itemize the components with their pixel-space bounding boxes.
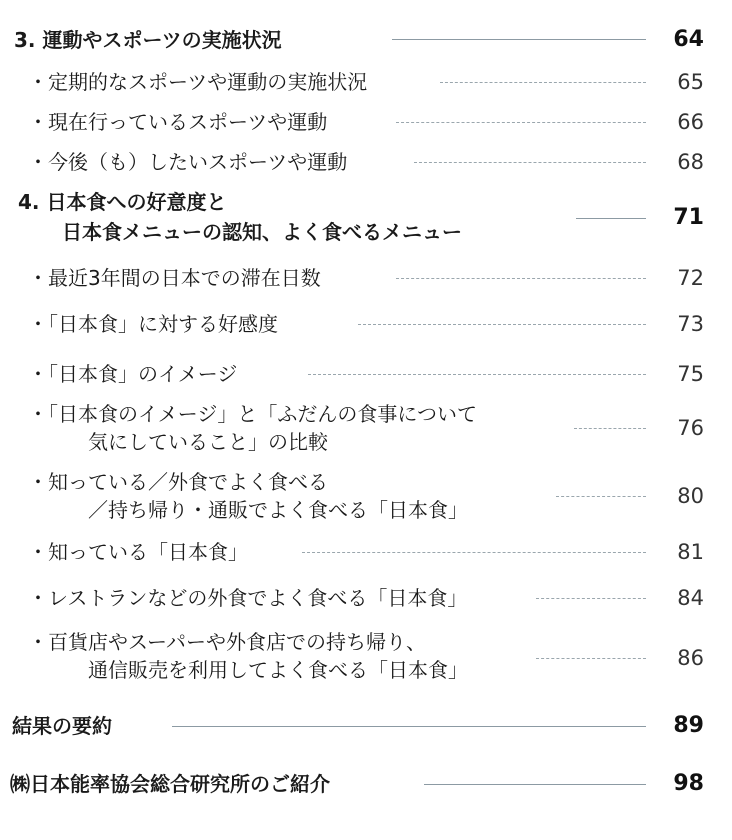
toc-page-number: 65 xyxy=(677,70,704,94)
toc-leader-line xyxy=(556,496,646,497)
toc-entry[interactable] xyxy=(0,108,732,136)
toc-entry-title-continued: 日本食メニューの認知、よく食べるメニュー xyxy=(62,220,462,244)
toc-entry[interactable] xyxy=(0,466,732,524)
toc-entry-title: ・定期的なスポーツや運動の実施状況 xyxy=(28,70,368,94)
toc-entry[interactable] xyxy=(0,398,732,456)
toc-page-number: 72 xyxy=(677,266,704,290)
toc-entry-title: 4. 日本食への好意度と xyxy=(18,190,227,214)
toc-entry[interactable] xyxy=(0,626,732,684)
toc-page-number: 71 xyxy=(673,205,704,230)
toc-page-number: 86 xyxy=(677,646,704,670)
toc-page-number: 89 xyxy=(673,713,704,738)
toc-entry-summary[interactable] xyxy=(0,712,732,740)
toc-leader-line xyxy=(440,82,646,83)
toc-entry-title: ㈱日本能率協会総合研究所のご紹介 xyxy=(10,772,330,796)
toc-leader-line xyxy=(172,726,646,727)
toc-page-number: 84 xyxy=(677,586,704,610)
toc-page-number: 75 xyxy=(677,362,704,386)
toc-leader-line xyxy=(308,374,646,375)
toc-leader-line xyxy=(536,598,646,599)
toc-entry-title: ・「日本食」のイメージ xyxy=(28,362,238,386)
toc-entry-title: ・「日本食」に対する好感度 xyxy=(28,312,278,336)
toc-entry-title: ・現在行っているスポーツや運動 xyxy=(28,110,328,134)
toc-entry-title: ・最近3年間の日本での滞在日数 xyxy=(28,266,321,290)
toc-entry-title-continued: 通信販売を利用してよく食べる「日本食」 xyxy=(88,658,468,682)
toc-entry-title: ・百貨店やスーパーや外食店での持ち帰り、 xyxy=(28,630,426,654)
toc-entry-title: ・知っている「日本食」 xyxy=(28,540,248,564)
toc-entry-title: 3. 運動やスポーツの実施状況 xyxy=(14,28,282,52)
toc-page-number: 64 xyxy=(673,27,704,52)
toc-page-number: 80 xyxy=(677,484,704,508)
toc-entry-title: 結果の要約 xyxy=(12,714,112,738)
toc-entry[interactable] xyxy=(0,360,732,388)
toc-page-number: 66 xyxy=(677,110,704,134)
toc-entry[interactable] xyxy=(0,584,732,612)
toc-entry-title: ・今後（も）したいスポーツや運動 xyxy=(28,150,348,174)
toc-page-number: 98 xyxy=(673,771,704,796)
toc-leader-line xyxy=(302,552,646,553)
toc-entry-section-4[interactable] xyxy=(0,186,732,246)
toc-leader-line xyxy=(392,39,646,40)
toc-leader-line xyxy=(536,658,646,659)
toc-entry-title-continued: ／持ち帰り・通販でよく食べる「日本食」 xyxy=(88,498,468,522)
toc-leader-line xyxy=(396,122,646,123)
toc-leader-line xyxy=(396,278,646,279)
toc-entry-title: ・「日本食のイメージ」と「ふだんの食事について xyxy=(28,402,477,426)
toc-leader-line xyxy=(414,162,646,163)
toc-leader-line xyxy=(576,218,646,219)
toc-page-number: 76 xyxy=(677,416,704,440)
toc-entry-title: ・レストランなどの外食でよく食べる「日本食」 xyxy=(28,586,468,610)
toc-entry[interactable] xyxy=(0,148,732,176)
toc-leader-line xyxy=(424,784,646,785)
toc-page-number: 73 xyxy=(677,312,704,336)
toc-entry[interactable] xyxy=(0,68,732,96)
toc-page-number: 81 xyxy=(677,540,704,564)
toc-entry[interactable] xyxy=(0,538,732,566)
toc-entry-title-continued: 気にしていること」の比較 xyxy=(88,430,328,454)
toc-entry-section-3[interactable] xyxy=(0,26,732,54)
toc-leader-line xyxy=(574,428,646,429)
toc-entry[interactable] xyxy=(0,310,732,338)
toc-entry[interactable] xyxy=(0,264,732,292)
toc-leader-line xyxy=(358,324,646,325)
toc-page-number: 68 xyxy=(677,150,704,174)
toc-entry-title: ・知っている／外食でよく食べる xyxy=(28,470,328,494)
toc-entry-company-introduction[interactable] xyxy=(0,770,732,798)
